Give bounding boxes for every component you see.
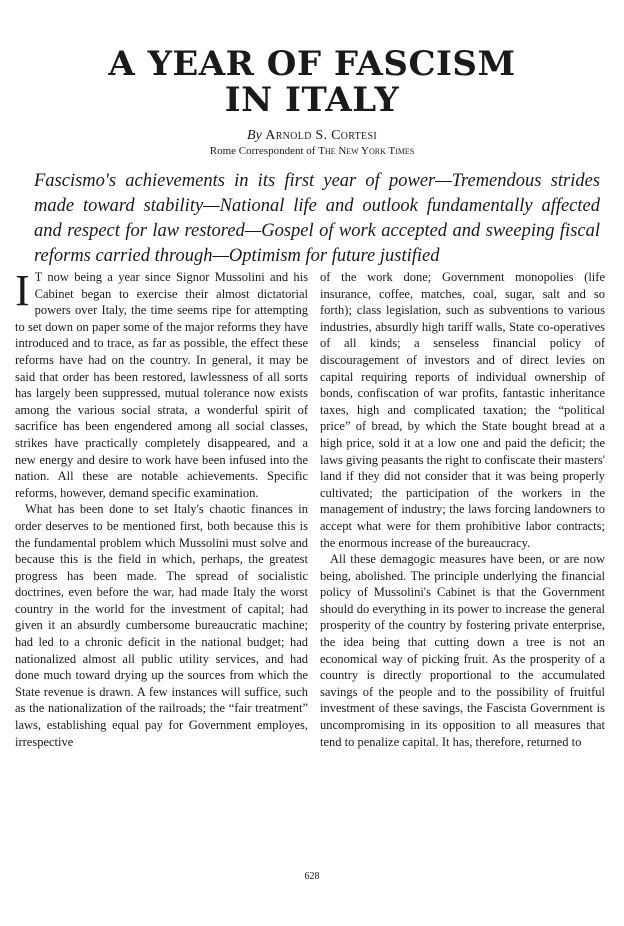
author-affiliation — [0, 145, 624, 158]
article-title-line-2: IN ITALY — [224, 80, 400, 120]
page-number: 628 — [304, 871, 320, 882]
byline-author: Arnold S. Cortesi — [265, 128, 377, 143]
affiliation-prefix: Rome Correspondent of — [209, 145, 316, 157]
body-paragraph: What has been done to set Italy's chaotic finances in order deserves to be mentioned first, both because this is the fundamental problem which Mussolini must solve and because this is the field in which, perhaps, the greatest progress has been made. The spread of socialistic doctrines, even before the war, had made Italy the worst country in the world for the investment of capital; had given it an absurdly cumbersome bureaucratic machine; had led to a chronic deficit in the national budget; had nationalized almost all public utility services, and had done much toward drying up the sources from which the State revenue is drawn. A few instances will suffice, such as the nationalization of the railroads; the “fair treatment” laws, establishing equal pay for Government employes, irrespective — [15, 502, 308, 749]
body-paragraph: of the work done; Government monopolies (life insurance, coffee, matches, coal, sugar, salt and so forth); class legislation, such as subventions to various industries, absurdly high tariff walls, State co-operatives of all kinds; a senseless financial policy of discouragement of investors and of direct levies on capital requiring reports of individual ownership of bonds, confiscation of war profits, fantastic inheritance taxes, high and complicated taxation; the “political price” of bread, by which the State bought bread at a high price, sold it at a low one and paid the deficit; the laws giving peasants the right to confiscate their masters' land if they did not consider that it was being properly cultivated; the participation of the workers in the management of industry; the laws forcing landowners to accept what were for them prohibitive labor contracts; the enormous increase of the bureaucracy. — [320, 270, 605, 550]
body-paragraph — [15, 266, 308, 501]
body-paragraph: All these demagogic measures have been, or are now being, abolished. The principle underlying the financial policy of Mussolini's Cabinet is that the Government should do everything in its power to increase the general prosperity of the country by fostering private enterprise, the idea being that cutting down a tree is not an economical way of picking fruit. As the prosperity of a country is directly proportional to the accumulated savings of the people and to the possibility of fruitful investment of these savings, the Fascista Government is uncompromising in its opposition to all measures that tend to penalize capital. It has, therefore, returned to — [320, 552, 605, 749]
byline-by: By — [247, 128, 262, 143]
affiliation-paper: The New York Times — [318, 145, 415, 157]
article-summary: Fascismo's achievements in its first year of power—Tremendous strides made toward stability—National life and outlook fundamentally affected and respect for law restored—Gospel of work accepted and sweeping fiscal reforms carried through—Optimism for future justified — [34, 171, 600, 266]
byline — [0, 128, 624, 144]
drop-cap: I — [15, 266, 30, 315]
article-title-line-1: A YEAR OF FASCISM — [108, 44, 516, 84]
text-column-left — [15, 266, 308, 750]
paragraph-text: T now being a year since Signor Mussolini and his Cabinet began to exercise their almost dictatorial powers over Italy, the time seems ripe for attempting to set down on paper some of the major reforms they have introduced and to trace, as far as possible, the effect these reforms have had on the country. In general, it may be said that order has been restored, lawlessness of all sorts has largely been suppressed, mutual tolerance now exists among the various social strata, a wonderful spirit of sacrifice has been engendered among all social classes, strikes have practically completely disappeared, and a new energy and desire to work have been infused into the nation. All these are notable achievements. Specific reforms, however, demand specific examination. — [15, 270, 308, 500]
text-column-right — [320, 269, 605, 750]
